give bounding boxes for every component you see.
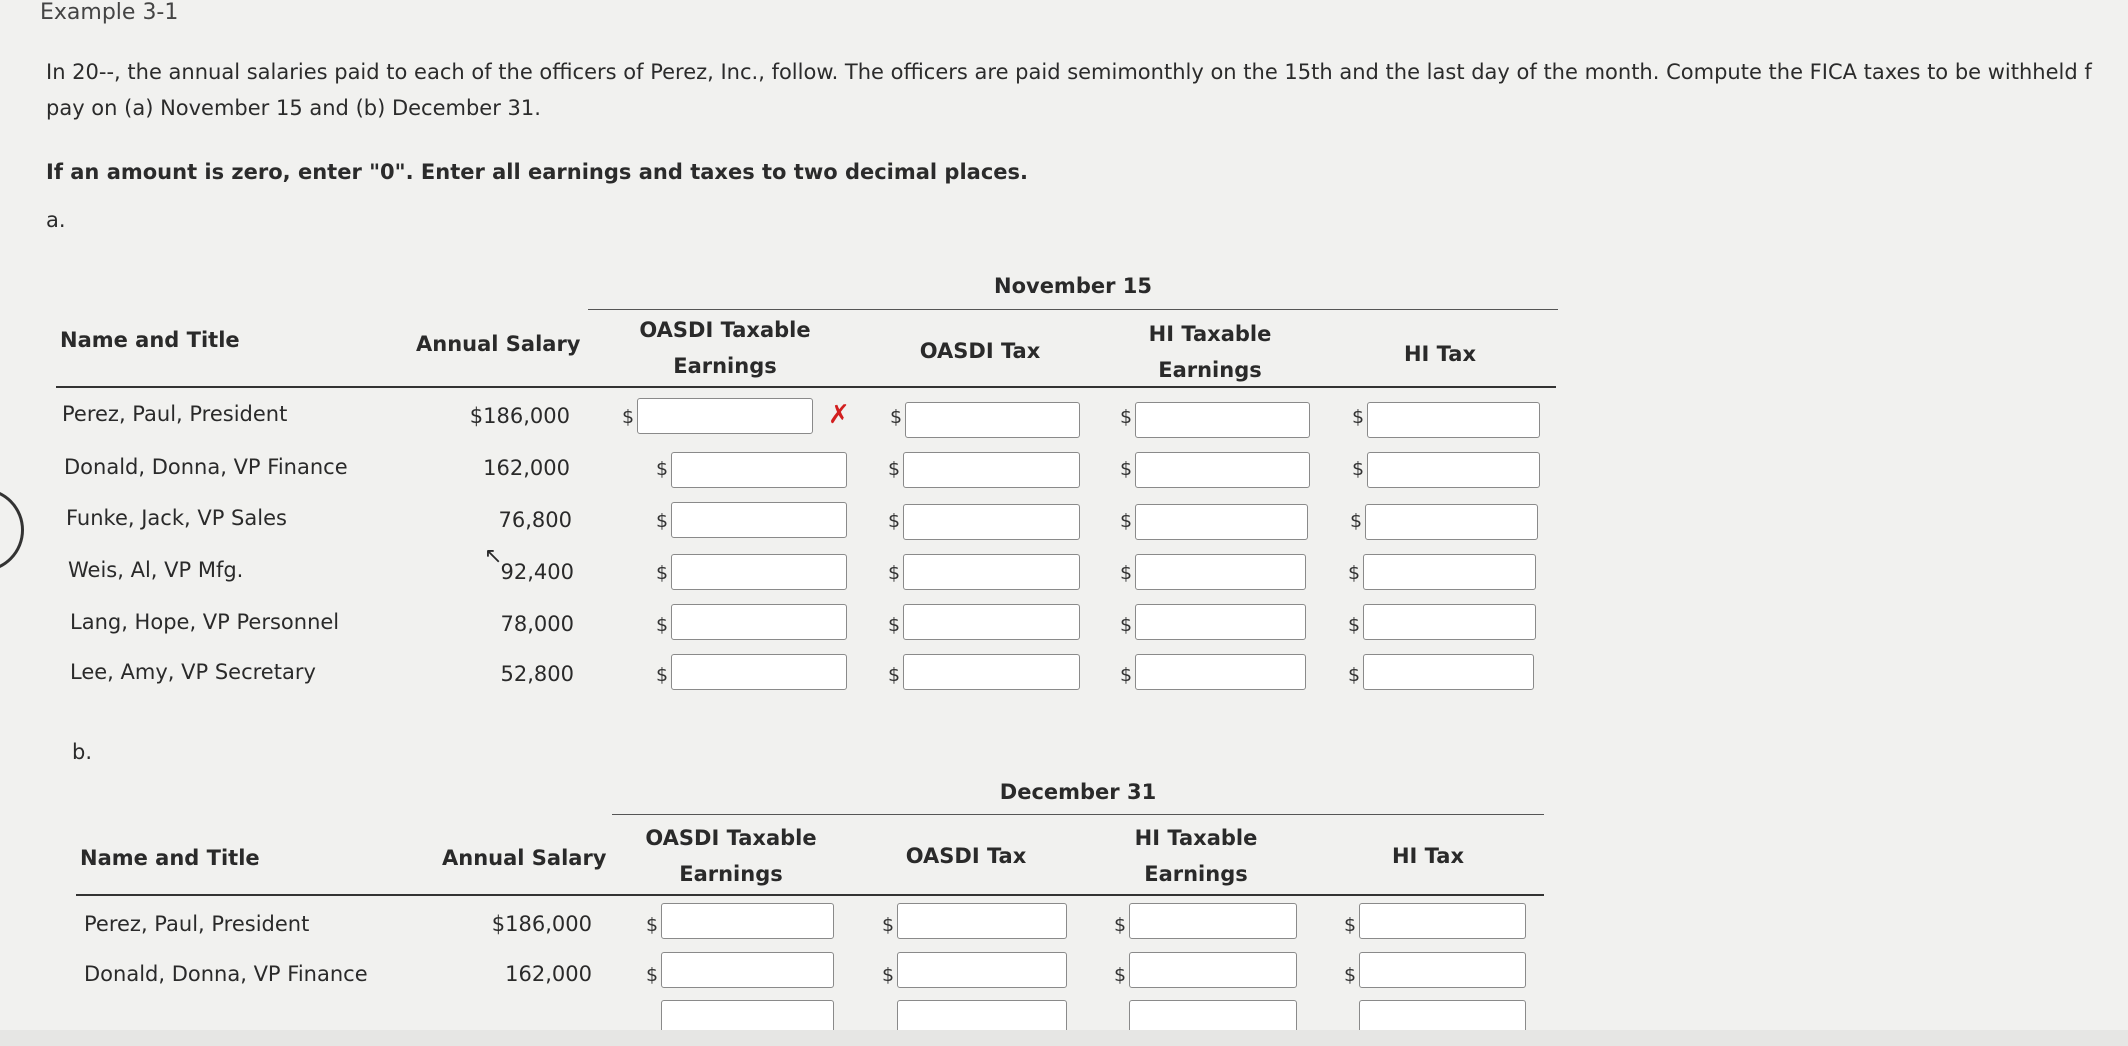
row-salary: 162,000	[483, 456, 570, 480]
dollar-sign: $	[1120, 406, 1133, 428]
oasdi-taxable-input[interactable]	[661, 952, 834, 988]
dollar-sign: $	[1344, 914, 1357, 936]
row-salary: 92,400	[500, 560, 574, 584]
col-header-oasdi-tax: OASDI Tax	[919, 339, 1041, 363]
period-header-dec31: December 31	[999, 780, 1157, 804]
bottom-edge	[0, 1030, 2128, 1046]
dollar-sign: $	[1348, 614, 1361, 636]
col-header-name: Name and Title	[80, 846, 260, 870]
dollar-sign: $	[1120, 614, 1133, 636]
mouse-cursor-icon: ↖	[484, 544, 503, 569]
dollar-sign: $	[888, 664, 901, 686]
dollar-sign: $	[1120, 664, 1133, 686]
dollar-sign: $	[1350, 510, 1363, 532]
row-name: Perez, Paul, President	[62, 402, 288, 426]
oasdi-tax-input[interactable]	[905, 402, 1080, 438]
dollar-sign: $	[882, 914, 895, 936]
hi-taxable-input[interactable]	[1129, 903, 1297, 939]
row-salary: 52,800	[500, 662, 574, 686]
col-header-salary: Annual Salary	[442, 846, 607, 870]
example-title: Example 3-1	[40, 0, 179, 25]
col-header-oasdi-taxable: OASDI Taxable Earnings	[639, 318, 811, 378]
oasdi-tax-input[interactable]	[897, 903, 1067, 939]
dollar-sign: $	[656, 458, 669, 480]
dollar-sign: $	[1120, 562, 1133, 584]
hi-tax-input[interactable]	[1363, 604, 1536, 640]
row-name: Lang, Hope, VP Personnel	[70, 610, 340, 634]
oasdi-tax-input[interactable]	[903, 504, 1080, 540]
dollar-sign: $	[656, 664, 669, 686]
col-header-hi-taxable: HI Taxable Earnings	[1148, 322, 1272, 382]
hi-taxable-input[interactable]	[1129, 952, 1297, 988]
hi-taxable-input[interactable]	[1135, 654, 1306, 690]
col-header-oasdi-tax: OASDI Tax	[905, 844, 1027, 868]
dollar-sign: $	[1348, 664, 1361, 686]
hi-tax-input[interactable]	[1367, 452, 1540, 488]
row-salary: $186,000	[469, 404, 570, 428]
col-header-oasdi-taxable: OASDI Taxable Earnings	[645, 826, 817, 886]
instruction: If an amount is zero, enter "0". Enter all earnings and taxes to two decimal places.	[46, 160, 1029, 184]
hi-taxable-input[interactable]	[1135, 402, 1310, 438]
period-rule	[612, 814, 1544, 815]
hi-tax-input[interactable]	[1367, 402, 1540, 438]
row-name: Donald, Donna, VP Finance	[64, 455, 348, 479]
col-header-hi-taxable: HI Taxable Earnings	[1134, 826, 1258, 886]
dollar-sign: $	[882, 964, 895, 986]
hi-taxable-input[interactable]	[1135, 554, 1306, 590]
hi-tax-input[interactable]	[1359, 903, 1526, 939]
oasdi-tax-input[interactable]	[903, 654, 1080, 690]
dollar-sign: $	[888, 510, 901, 532]
dollar-sign: $	[656, 614, 669, 636]
dollar-sign: $	[1352, 406, 1365, 428]
decorative-circle	[0, 488, 24, 572]
dollar-sign: $	[646, 914, 659, 936]
error-x-icon: ✗	[828, 400, 850, 430]
row-salary: $186,000	[491, 912, 592, 936]
oasdi-tax-input[interactable]	[903, 452, 1080, 488]
hi-taxable-input[interactable]	[1135, 452, 1310, 488]
dollar-sign: $	[1120, 510, 1133, 532]
dollar-sign: $	[888, 562, 901, 584]
row-name: Perez, Paul, President	[84, 912, 310, 936]
intro-line-2: pay on (a) November 15 and (b) December 31.	[46, 96, 541, 120]
hi-taxable-input[interactable]	[1135, 504, 1308, 540]
col-header-hi-tax: HI Tax	[1403, 342, 1477, 366]
dollar-sign: $	[1348, 562, 1361, 584]
dollar-sign: $	[622, 406, 635, 428]
header-rule	[76, 894, 1544, 896]
hi-tax-input[interactable]	[1359, 952, 1526, 988]
part-a-label: a.	[46, 208, 66, 232]
col-header-name: Name and Title	[60, 328, 240, 352]
hi-tax-input[interactable]	[1363, 654, 1534, 690]
row-name: Weis, Al, VP Mfg.	[68, 558, 244, 582]
dollar-sign: $	[888, 458, 901, 480]
oasdi-taxable-input[interactable]	[671, 604, 847, 640]
oasdi-taxable-input[interactable]	[671, 654, 847, 690]
period-header-nov15: November 15	[994, 274, 1152, 298]
dollar-sign: $	[890, 406, 903, 428]
oasdi-taxable-input[interactable]	[671, 502, 847, 538]
oasdi-taxable-input[interactable]	[671, 554, 847, 590]
dollar-sign: $	[1114, 964, 1127, 986]
hi-tax-input[interactable]	[1363, 554, 1536, 590]
dollar-sign: $	[1352, 458, 1365, 480]
part-b-label: b.	[72, 740, 93, 764]
hi-taxable-input[interactable]	[1135, 604, 1306, 640]
row-salary: 76,800	[498, 508, 572, 532]
period-rule	[588, 309, 1558, 310]
dollar-sign: $	[1120, 458, 1133, 480]
row-salary: 162,000	[505, 962, 592, 986]
oasdi-tax-input[interactable]	[903, 604, 1080, 640]
intro-line-1: In 20--, the annual salaries paid to each of the officers of Perez, Inc., follow. The officers are paid semimonthly on the 15th and the last day of the month. Compute the FICA taxes to be withheld f	[46, 60, 2092, 84]
oasdi-taxable-input[interactable]	[637, 398, 813, 434]
dollar-sign: $	[1114, 914, 1127, 936]
oasdi-tax-input[interactable]	[897, 952, 1067, 988]
dollar-sign: $	[1344, 964, 1357, 986]
row-name: Lee, Amy, VP Secretary	[70, 660, 316, 684]
dollar-sign: $	[656, 510, 669, 532]
oasdi-tax-input[interactable]	[903, 554, 1080, 590]
row-name: Funke, Jack, VP Sales	[66, 506, 287, 530]
dollar-sign: $	[646, 964, 659, 986]
oasdi-taxable-input[interactable]	[671, 452, 847, 488]
header-rule	[56, 386, 1556, 388]
oasdi-taxable-input[interactable]	[661, 903, 834, 939]
row-name: Donald, Donna, VP Finance	[84, 962, 368, 986]
row-salary: 78,000	[500, 612, 574, 636]
dollar-sign: $	[656, 562, 669, 584]
col-header-salary: Annual Salary	[416, 332, 581, 356]
dollar-sign: $	[888, 614, 901, 636]
col-header-hi-tax: HI Tax	[1391, 844, 1465, 868]
hi-tax-input[interactable]	[1365, 504, 1538, 540]
